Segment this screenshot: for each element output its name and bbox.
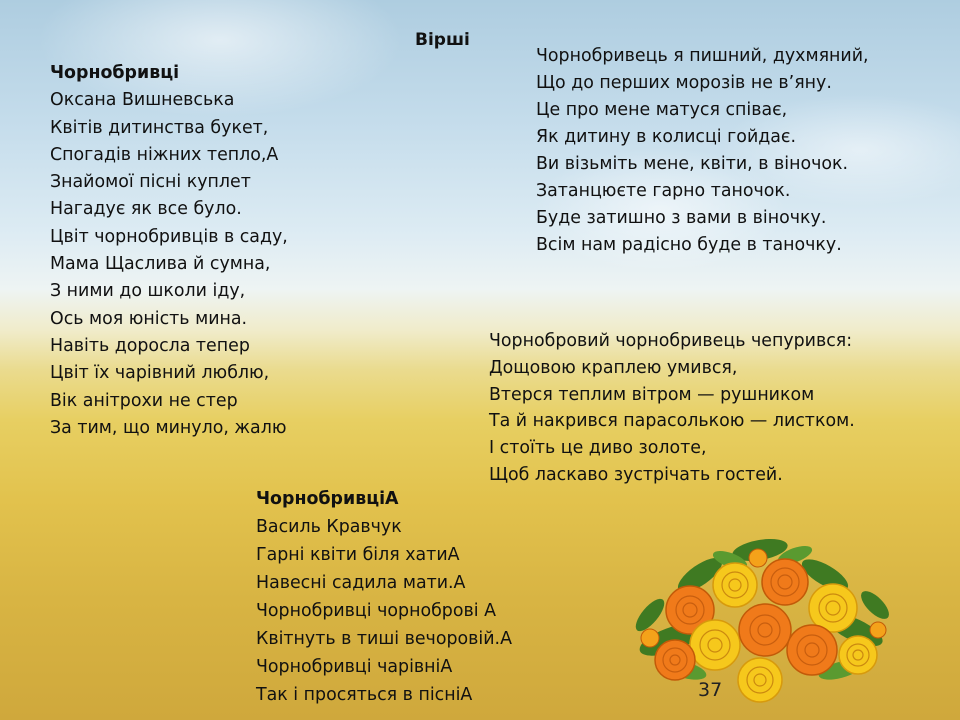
- marigold-bouquet-icon: [630, 520, 890, 710]
- poem-line: Що до перших морозів не в’яну.: [536, 73, 832, 93]
- poem-line: Чорнобривець я пишний, духмяний,: [536, 46, 869, 66]
- poem-line: Вік анітрохи не стер: [50, 390, 238, 411]
- poem-line: Щоб ласкаво зустрічать гостей.: [489, 464, 783, 485]
- poem-line: Дощовою краплею умився,: [489, 357, 738, 378]
- poem-line: За тим, що минуло, жалю: [50, 417, 287, 438]
- poem-line: Ви візьміть мене, квіти, в віночок.: [536, 154, 849, 174]
- poem-line: Затанцюєте гарно таночок.: [536, 181, 791, 201]
- poem-line: Навесні садила мати.А: [256, 573, 466, 593]
- poem-chornobryvtsi-kravchuk: [256, 485, 512, 709]
- slide-title: Вірші: [415, 30, 470, 50]
- poem-line: Ось моя юність мина.: [50, 308, 248, 329]
- poem-author: Василь Кравчук: [256, 517, 402, 537]
- poem-line: Цвіт чорнобривців в саду,: [50, 226, 288, 247]
- poem-line: Всім нам радісно буде в таночку.: [536, 235, 842, 255]
- poem-chornobryvtsi-vyshnevska: [50, 60, 288, 442]
- poem-line: Знайомої пісні куплет: [50, 172, 251, 193]
- poem-line: Чорнобривці чорноброві А: [256, 601, 496, 621]
- poem-line: Мама Щаслива й сумна,: [50, 254, 271, 275]
- page-number: 37: [698, 679, 723, 701]
- poem-line: Навіть доросла тепер: [50, 335, 250, 356]
- poem-line: Квітів дитинства букет,: [50, 117, 269, 138]
- poem-line: Нагадує як все було.: [50, 199, 242, 220]
- poem-line: Спогадів ніжних тепло,А: [50, 144, 279, 165]
- poem-line: Як дитину в колисці гойдає.: [536, 127, 796, 147]
- poem-line: Чорнобровий чорнобривець чепурився:: [489, 331, 853, 351]
- poem-line: Гарні квіти біля хатиА: [256, 545, 460, 565]
- poem-line: Так і просяться в пісніА: [256, 685, 473, 705]
- poem-chornobryvets-pyshnyi: [536, 43, 869, 259]
- poem-title: ЧорнобривціА: [256, 489, 399, 509]
- poem-author: Оксана Вишневська: [50, 90, 235, 111]
- poem-line: Чорнобривці чарівніА: [256, 657, 453, 677]
- poem-line: З ними до школи іду,: [50, 281, 246, 302]
- poem-line: Та й накрився парасолькою — листком.: [489, 411, 855, 432]
- poem-line: Квітнуть в тиші вечоровій.А: [256, 629, 512, 649]
- poem-line: Буде затишно з вами в віночку.: [536, 208, 827, 228]
- poem-title: Чорнобривці: [50, 63, 180, 83]
- poem-line: Цвіт їх чарівний люблю,: [50, 363, 270, 384]
- poem-chornobrovyi-chornobryvets: [489, 328, 855, 489]
- poem-line: Це про мене матуся співає,: [536, 100, 788, 120]
- poem-line: І стоїть це диво золоте,: [489, 438, 707, 459]
- poem-line: Втерся теплим вітром — рушником: [489, 384, 815, 405]
